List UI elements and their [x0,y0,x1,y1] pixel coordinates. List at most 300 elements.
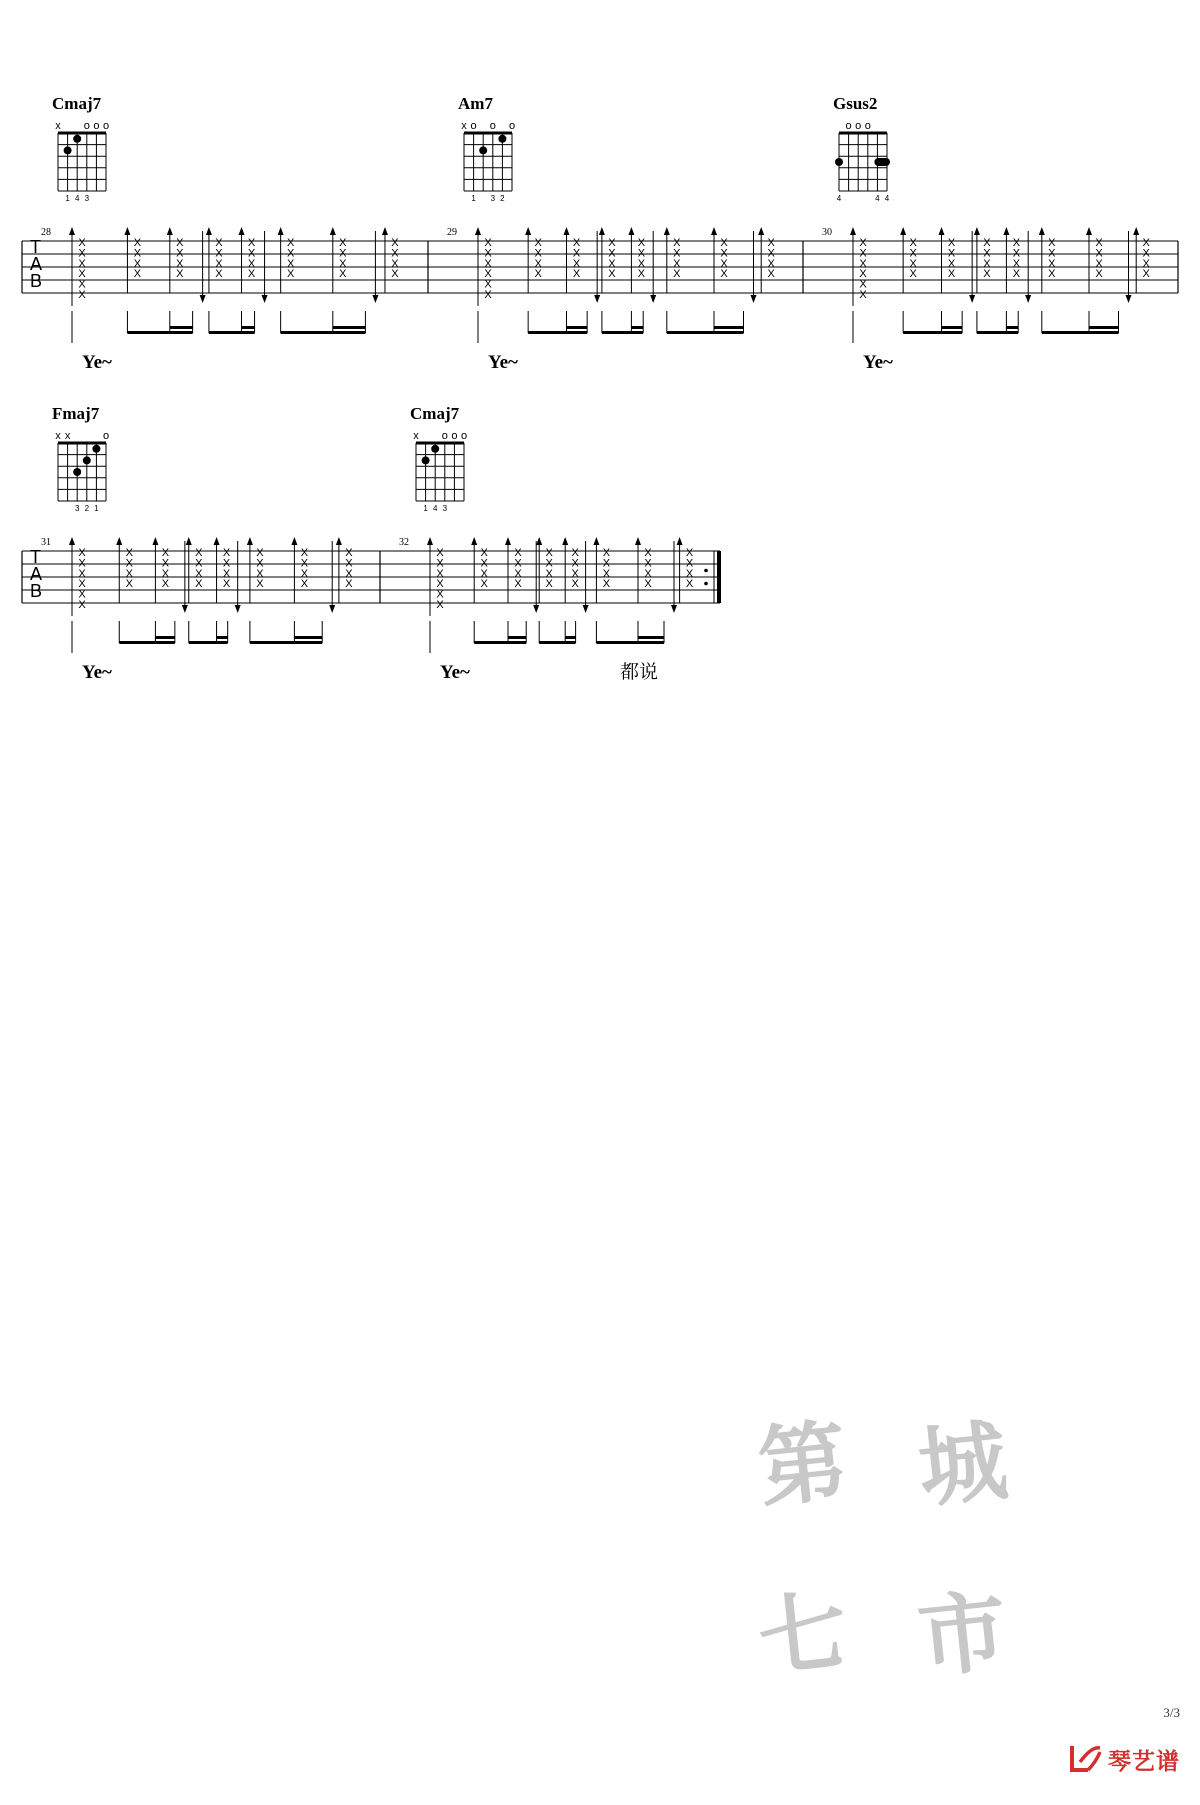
lyric-text: Ye~ [488,352,518,373]
strum-up-arrowhead [336,537,342,545]
tab-x-mark: X [534,268,542,281]
strum-down-arrowhead [182,605,188,613]
chord-barre [874,158,890,166]
tab-x-mark: X [602,547,611,559]
tab-x-mark: X [125,567,133,580]
watermark-char-2: 城 [913,1407,1014,1521]
tab-x-mark: X [222,567,231,580]
tab-x-mark: X [859,237,867,249]
strum-up-arrowhead [536,537,542,545]
tab-x-mark: X [339,237,347,249]
repeat-dot [704,569,708,573]
tab-x-mark: X [685,578,694,591]
tab-x-mark: X [215,268,223,281]
open-string-mark: o [864,120,871,132]
rhythm-beam [242,326,255,329]
strum-down-arrowhead [372,295,378,303]
tab-x-mark: X [1012,247,1021,260]
tab-x-mark: X [720,257,728,270]
rhythm-beam [333,326,366,329]
tab-x-mark: X [480,547,488,559]
watermark-char-4: 市 [913,1577,1014,1691]
logo-text: 琴艺谱 [1108,1748,1180,1775]
tab-x-mark: X [602,567,611,580]
strum-down-arrowhead [671,605,677,613]
open-string-mark: o [845,120,852,132]
finger-number: 3 [84,194,90,203]
page-number: 3/3 [1163,1705,1180,1720]
rhythm-beam [474,641,526,644]
tab-x-mark: X [572,237,581,249]
finger-number: 2 [84,504,90,513]
strum-up-arrowhead [206,227,212,235]
tab-x-mark: X [859,268,867,281]
tab-x-mark: X [133,247,142,260]
tab-x-mark: X [767,237,775,249]
tab-clef-letter: B [30,271,43,291]
strum-down-arrowhead [583,605,589,613]
tab-x-mark: X [339,257,347,270]
tab-x-mark: X [983,268,991,281]
tab-x-mark: X [572,268,581,281]
tab-x-mark: X [909,237,917,249]
open-string-mark: o [93,120,100,132]
strum-up-arrowhead [1133,227,1139,235]
rhythm-beam [119,641,175,644]
tab-x-mark: X [436,557,444,570]
rhythm-beam [631,326,643,329]
tab-x-mark: X [78,278,86,291]
finger-number: 4 [836,194,842,203]
strum-up-arrowhead [939,227,945,235]
tab-x-mark: X [125,578,133,591]
tab-x-mark: X [545,557,553,570]
strum-up-arrowhead [599,227,605,235]
strum-up-arrowhead [382,227,388,235]
muted-string-mark: x [55,120,61,132]
tab-x-mark: X [300,567,309,580]
tab-x-mark: X [78,557,86,570]
rhythm-beam [209,331,255,334]
tab-x-mark: X [484,289,492,301]
strum-up-arrowhead [186,537,192,545]
tab-x-mark: X [644,578,652,591]
tab-x-mark: X [1142,247,1150,260]
tab-x-mark: X [484,247,492,260]
muted-string-mark: x [55,430,61,442]
tab-x-mark: X [78,599,86,611]
tab-x-mark: X [514,547,522,559]
tab-x-mark: X [176,268,184,281]
tab-x-mark: X [685,547,694,559]
rhythm-beam [638,636,664,639]
finger-number: 4 [884,194,890,203]
rhythm-beam [539,641,575,644]
tab-x-mark: X [514,567,522,580]
lyric-text: Ye~ [440,662,470,683]
rhythm-beam [942,326,963,329]
muted-string-mark: x [64,430,71,442]
tab-x-mark: X [767,247,775,260]
strum-up-arrowhead [564,227,570,235]
repeat-dot [704,582,708,586]
finger-number: 3 [442,504,448,513]
tab-score [0,0,1200,720]
strum-up-arrowhead [628,227,634,235]
open-string-mark: o [489,120,496,132]
tab-clef-letter: T [30,237,41,257]
tab-x-mark: X [480,567,488,580]
tab-x-mark: X [133,237,142,249]
tab-x-mark: X [339,268,347,281]
tab-x-mark: X [176,257,184,270]
rhythm-beam [217,636,228,639]
rhythm-beam [528,331,587,334]
strum-up-arrowhead [1039,227,1045,235]
tab-x-mark: X [947,268,956,281]
tab-x-mark: X [1012,257,1021,270]
finger-number: 3 [74,504,80,513]
tab-clef-letter: A [30,564,43,584]
open-string-mark: o [102,430,110,442]
tab-clef-letter: A [30,254,43,274]
chord-dot [92,445,100,453]
rhythm-beam [508,636,526,639]
open-string-mark: o [460,430,468,442]
chord-dot [422,456,430,464]
strum-up-arrowhead [974,227,980,235]
tab-x-mark: X [78,588,86,601]
tab-x-mark: X [161,557,170,570]
measure-number: 29 [447,227,457,238]
strum-up-arrowhead [291,537,297,545]
tab-x-mark: X [247,247,256,260]
tab-x-mark: X [78,289,86,301]
tab-x-mark: X [571,547,579,559]
tab-x-mark: X [673,268,681,281]
rhythm-beam [567,326,588,329]
tab-x-mark: X [673,237,681,249]
site-logo [1068,1742,1180,1776]
tab-x-mark: X [484,257,492,270]
tab-x-mark: X [222,578,231,591]
tab-x-mark: X [1012,268,1021,281]
tab-x-mark: X [286,237,295,249]
tab-x-mark: X [78,247,86,260]
tab-x-mark: X [345,557,353,570]
strum-down-arrowhead [533,605,539,613]
tab-x-mark: X [608,237,616,249]
tab-x-mark: X [608,268,616,281]
strum-down-arrowhead [751,295,757,303]
chord-dot [64,146,72,154]
tab-x-mark: X [161,547,170,559]
tab-x-mark: X [345,578,353,591]
chord-dot [73,468,81,476]
rhythm-beam [294,636,322,639]
tab-x-mark: X [947,257,956,270]
tab-x-mark: X [215,247,223,260]
strum-up-arrowhead [664,227,670,235]
tab-clef-letter: B [30,581,43,601]
tab-x-mark: X [256,567,264,580]
tab-x-mark: X [480,578,488,591]
tab-x-mark: X [436,578,444,591]
measure-number: 32 [399,537,409,548]
tab-x-mark: X [534,247,542,260]
muted-string-mark: x [413,430,419,442]
tab-x-mark: X [133,257,142,270]
tab-x-mark: X [767,268,775,281]
strum-down-arrowhead [329,605,335,613]
strum-up-arrowhead [900,227,906,235]
tab-x-mark: X [286,268,295,281]
tab-x-mark: X [215,257,223,270]
tab-x-mark: X [300,578,309,591]
strum-up-arrowhead [69,537,75,545]
rhythm-beam [565,636,575,639]
tab-x-mark: X [608,257,616,270]
strum-up-arrowhead [850,227,856,235]
tab-x-mark: X [983,257,991,270]
tab-x-mark: X [514,578,522,591]
rhythm-beam [189,641,228,644]
tab-x-mark: X [247,268,256,281]
rhythm-beam [250,641,322,644]
tab-x-mark: X [637,247,646,260]
strum-down-arrowhead [1025,295,1031,303]
tab-x-mark: X [608,247,616,260]
tab-x-mark: X [161,567,170,580]
measure-number: 30 [822,227,832,238]
rhythm-beam [281,331,366,334]
chord-name: Am7 [458,94,493,113]
strum-up-arrowhead [475,227,481,235]
tab-x-mark: X [534,257,542,270]
tab-x-mark: X [1048,268,1056,281]
tab-x-mark: X [545,567,553,580]
tab-x-mark: X [484,278,492,291]
strum-up-arrowhead [214,537,220,545]
tab-x-mark: X [300,547,309,559]
tab-x-mark: X [644,547,652,559]
open-string-mark: o [83,120,90,132]
rhythm-beam [977,331,1018,334]
tab-x-mark: X [161,578,170,591]
tab-x-mark: X [391,247,399,260]
tab-x-mark: X [602,557,611,570]
chord-dot [479,146,487,154]
rhythm-beam [602,331,643,334]
tab-x-mark: X [947,237,956,249]
tab-x-mark: X [222,547,231,559]
tab-x-mark: X [345,547,353,559]
tab-x-mark: X [1142,268,1150,281]
tab-x-mark: X [391,237,399,249]
chord-name: Fmaj7 [52,404,100,423]
measure-number: 31 [41,537,51,548]
finger-number: 4 [875,194,880,203]
tab-x-mark: X [571,567,579,580]
open-string-mark: o [441,430,448,442]
strum-up-arrowhead [167,227,173,235]
strum-up-arrowhead [116,537,122,545]
tab-x-mark: X [602,578,611,591]
chord-name: Cmaj7 [52,94,102,113]
strum-up-arrowhead [278,227,284,235]
strum-up-arrowhead [635,537,641,545]
tab-x-mark: X [859,257,867,270]
tab-x-mark: X [484,237,492,249]
strum-up-arrowhead [562,537,568,545]
tab-x-mark: X [571,578,579,591]
strum-up-arrowhead [152,537,158,545]
tab-x-mark: X [215,237,223,249]
tab-x-mark: X [720,268,728,281]
rhythm-beam [667,331,744,334]
open-string-mark: o [508,120,516,132]
tab-x-mark: X [720,237,728,249]
tab-x-mark: X [673,257,681,270]
tab-x-mark: X [195,578,203,591]
strum-up-arrowhead [593,537,599,545]
strum-up-arrowhead [330,227,336,235]
tab-x-mark: X [545,547,553,559]
open-string-mark: o [470,120,477,132]
tab-x-mark: X [637,237,646,249]
rhythm-beam [1042,331,1119,334]
strum-up-arrowhead [471,537,477,545]
tab-x-mark: X [436,599,444,611]
tab-x-mark: X [1095,257,1103,270]
tab-x-mark: X [222,557,231,570]
tab-x-mark: X [339,247,347,260]
tab-x-mark: X [195,567,203,580]
strum-up-arrowhead [427,537,433,545]
tab-x-mark: X [256,578,264,591]
rhythm-beam [903,331,962,334]
tab-x-mark: X [286,257,295,270]
tab-x-mark: X [1142,257,1150,270]
tab-x-mark: X [391,257,399,270]
open-string-mark: o [102,120,110,132]
tab-x-mark: X [256,557,264,570]
tab-x-mark: X [983,247,991,260]
tab-x-mark: X [1048,257,1056,270]
chord-name: Cmaj7 [410,404,460,423]
finger-number: 1 [471,194,476,203]
tab-x-mark: X [78,268,86,281]
tab-x-mark: X [176,237,184,249]
tab-x-mark: X [514,557,522,570]
tab-clef-letter: T [30,547,41,567]
tab-x-mark: X [947,247,956,260]
tab-x-mark: X [720,247,728,260]
finger-number: 4 [432,504,438,513]
rhythm-beam [170,326,193,329]
tab-x-mark: X [125,547,133,559]
tab-x-mark: X [644,567,652,580]
tab-x-mark: X [176,247,184,260]
strum-down-arrowhead [235,605,241,613]
strum-up-arrowhead [247,537,253,545]
tab-x-mark: X [1095,268,1103,281]
chord-dot [835,158,843,166]
tab-x-mark: X [480,557,488,570]
chord-dot [431,445,439,453]
tab-x-mark: X [572,257,581,270]
tab-x-mark: X [1012,237,1021,249]
tab-x-mark: X [983,237,991,249]
muted-string-mark: x [461,120,467,132]
tab-x-mark: X [78,567,86,580]
tab-x-mark: X [345,567,353,580]
tab-x-mark: X [391,268,399,281]
chord-dot [498,135,506,143]
rhythm-beam [1089,326,1119,329]
tab-x-mark: X [436,567,444,580]
tab-x-mark: X [859,289,867,301]
tab-x-mark: X [484,268,492,281]
tab-x-mark: X [1048,237,1056,249]
tab-x-mark: X [685,567,694,580]
lyric-text: 都说 [620,661,659,683]
tab-x-mark: X [1048,247,1056,260]
tab-x-mark: X [545,578,553,591]
strum-up-arrowhead [758,227,764,235]
rhythm-beam [127,331,192,334]
tab-x-mark: X [195,557,203,570]
strum-down-arrowhead [650,295,656,303]
rhythm-beam [596,641,664,644]
rhythm-beam [1006,326,1018,329]
tab-x-mark: X [78,257,86,270]
strum-up-arrowhead [69,227,75,235]
tab-x-mark: X [247,237,256,249]
strum-down-arrowhead [262,295,268,303]
tab-x-mark: X [125,557,133,570]
strum-up-arrowhead [124,227,130,235]
tab-x-mark: X [286,247,295,260]
tab-x-mark: X [767,257,775,270]
chord-dot [73,135,81,143]
tab-x-mark: X [571,557,579,570]
measure-number: 28 [41,227,51,238]
lyric-text: Ye~ [82,662,112,683]
tab-x-mark: X [534,237,542,249]
tab-x-mark: X [78,547,86,559]
strum-up-arrowhead [1003,227,1009,235]
strum-down-arrowhead [1126,295,1132,303]
tab-x-mark: X [685,557,694,570]
watermark-char-1: 第 [753,1407,854,1521]
finger-number: 2 [500,194,505,203]
open-string-mark: o [855,120,862,132]
finger-number: 3 [490,194,496,203]
strum-up-arrowhead [1086,227,1092,235]
rhythm-beam [714,326,744,329]
rhythm-beam [155,636,174,639]
tab-x-mark: X [256,547,264,559]
tab-x-mark: X [572,247,581,260]
lyric-text: Ye~ [82,352,112,373]
tab-x-mark: X [78,237,86,249]
watermark-char-3: 七 [753,1577,854,1691]
tab-x-mark: X [637,268,646,281]
finger-number: 1 [65,194,70,203]
tab-x-mark: X [1095,237,1103,249]
finger-number: 1 [423,504,428,513]
